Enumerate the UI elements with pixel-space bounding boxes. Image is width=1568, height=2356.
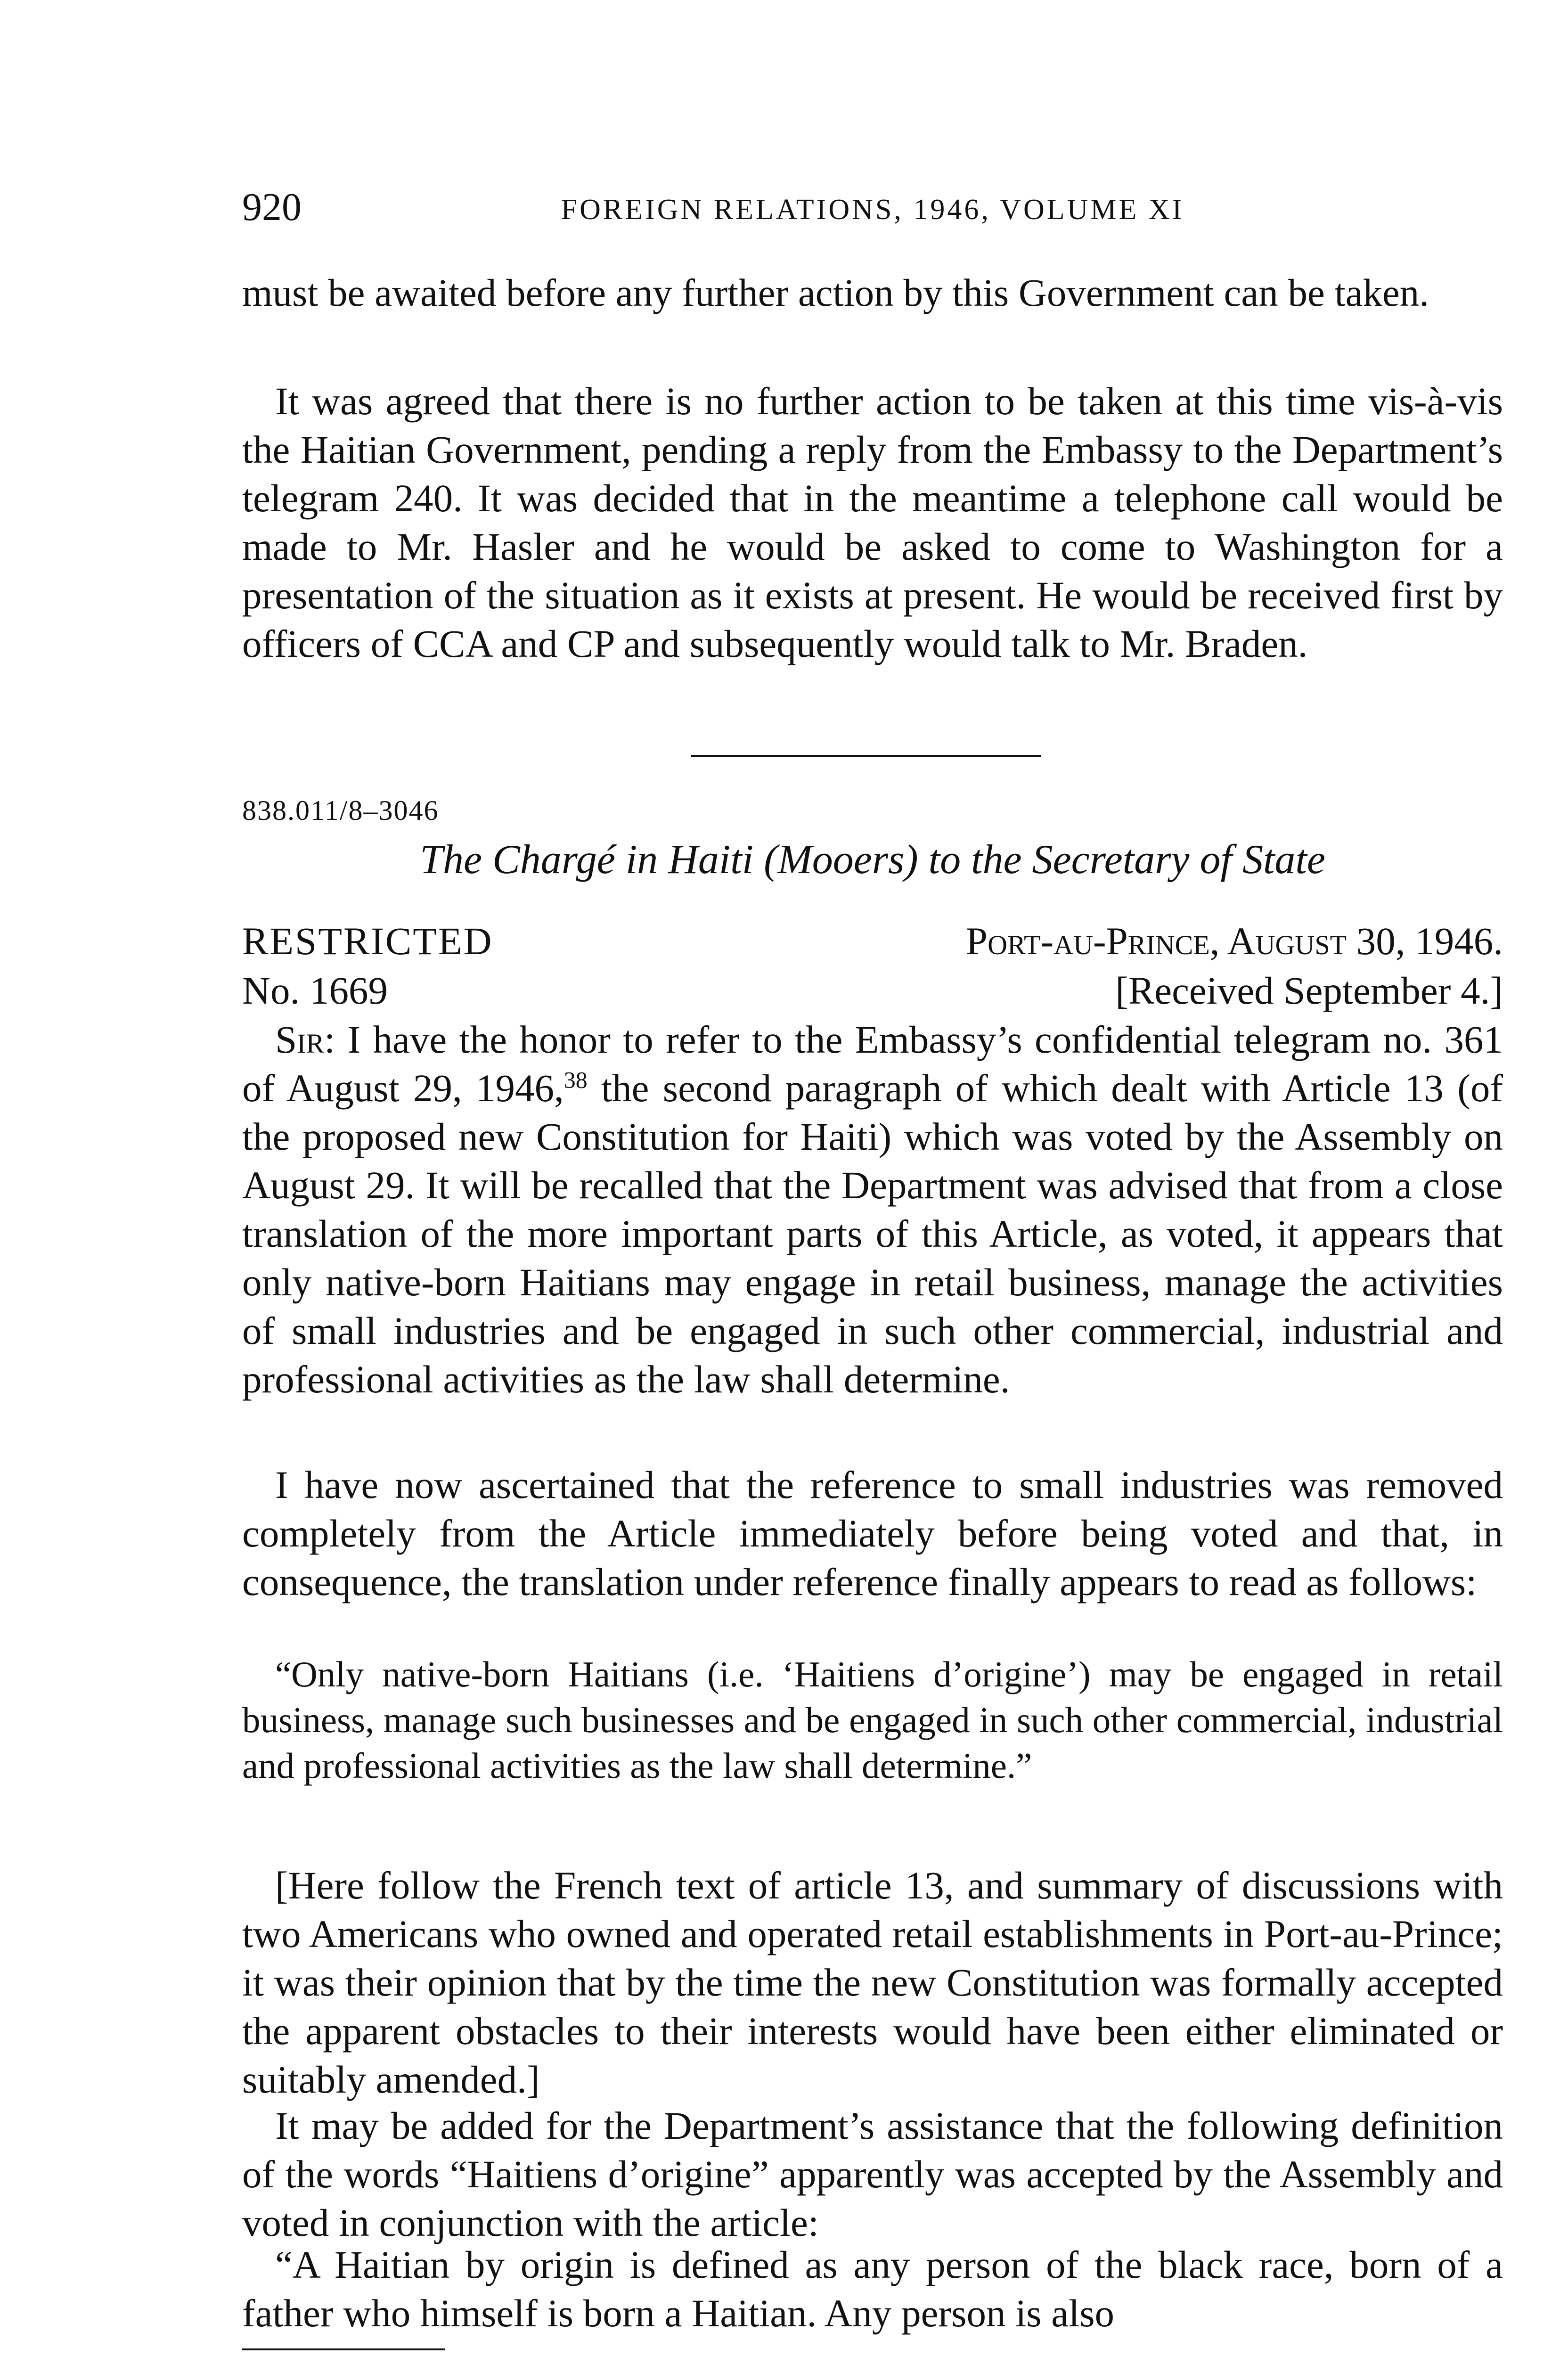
- document-title: The Chargé in Haiti (Mooers) to the Secretary of State: [420, 837, 1325, 883]
- ascertained-text: I have now ascertained that the reference to small industries was removed completely from the Article immediately before being voted and that, in consequence, the translation under reference finally appears to read as follows:: [242, 1463, 1503, 1603]
- letter-opening-paragraph: [242, 1015, 1503, 1404]
- classification-row: [242, 916, 1503, 966]
- definition-quote: [242, 2241, 1503, 2338]
- agreement-paragraph: [242, 377, 1503, 668]
- running-head: FOREIGN RELATIONS, 1946, VOLUME XI: [561, 194, 1184, 226]
- letter-text: I have the honor to refer to the Embassy’s confidential telegram no. 361 of August 29, 1946,: [242, 1018, 1503, 1110]
- definition-quote-text: “A Haitian by origin is defined as any person of the black race, born of a father who himself is born a Haitian. Any person is also: [242, 2243, 1503, 2335]
- classification-label: RESTRICTED: [242, 919, 493, 963]
- editorial-note-text: [Here follow the French text of article 13, and summary of discussions with two Americans who owned and operated retail establishments in Port-au-Prince; it was their opinion that by the time the new Constitution was formally accepted the apparent obstacles to their interests would have been either eliminated or suitably amended.]: [242, 1864, 1503, 2101]
- received-date: [Received September 4.]: [1115, 969, 1503, 1012]
- translation-quote-text: “Only native-born Haitians (i.e. ‘Haitiens d’origine’) may be engaged in retail business, manage such businesses and be engaged in such other commercial, industrial and professional activities as the law shall determine.”: [242, 1654, 1503, 1786]
- footnote-rule: [242, 2348, 445, 2350]
- document-number: No. 1669: [242, 969, 388, 1012]
- translation-quote: [242, 1652, 1503, 1789]
- letter-text-rest: the second paragraph of which dealt with Article 13 (of the proposed new Constitution for Haiti) which was voted by the Assembly on August 29. It will be recalled that the Department was advised that from a close translation of the more important parts of this Article, as voted, it appears that only native-born Haitians may engage in retail business, manage the activities of small industries and be engaged in such other commercial, industrial and professional activities as the law shall determine.: [242, 1066, 1503, 1401]
- ascertained-paragraph: [242, 1461, 1503, 1606]
- page-number: 920: [242, 185, 302, 229]
- editorial-note: [242, 1861, 1503, 2104]
- salutation: Sir:: [275, 1018, 335, 1061]
- letter-paragraph: [242, 1015, 1503, 1404]
- added-paragraph: [242, 2102, 1503, 2247]
- place-date: Port-au-Prince, August 30, 1946.: [965, 919, 1503, 963]
- page-header: [242, 181, 1503, 233]
- agreement-text: It was agreed that there is no further action to be taken at this time vis-à-vis the Haitian Government, pending a reply from the Embassy to the Department’s telegram 240. It was decided that in the meantime a telephone call would be made to Mr. Hasler and he would be asked to come to Washington for a presentation of the situation as it exists at present. He would be received first by officers of CCA and CP and subsequently would talk to Mr. Braden.: [242, 379, 1503, 665]
- section-separator: [691, 755, 1041, 757]
- file-reference: 838.011/8–3046: [242, 795, 439, 826]
- added-text: It may be added for the Department’s assistance that the following definition of the words “Haitiens d’origine” apparently was accepted by the Assembly and voted in conjunction with the article:: [242, 2104, 1503, 2244]
- footnote-reference: 38: [564, 1066, 588, 1093]
- number-row: [242, 966, 1503, 1015]
- continuation-paragraph: [242, 269, 1503, 317]
- continuation-text: must be awaited before any further action by this Government can be taken.: [242, 271, 1429, 314]
